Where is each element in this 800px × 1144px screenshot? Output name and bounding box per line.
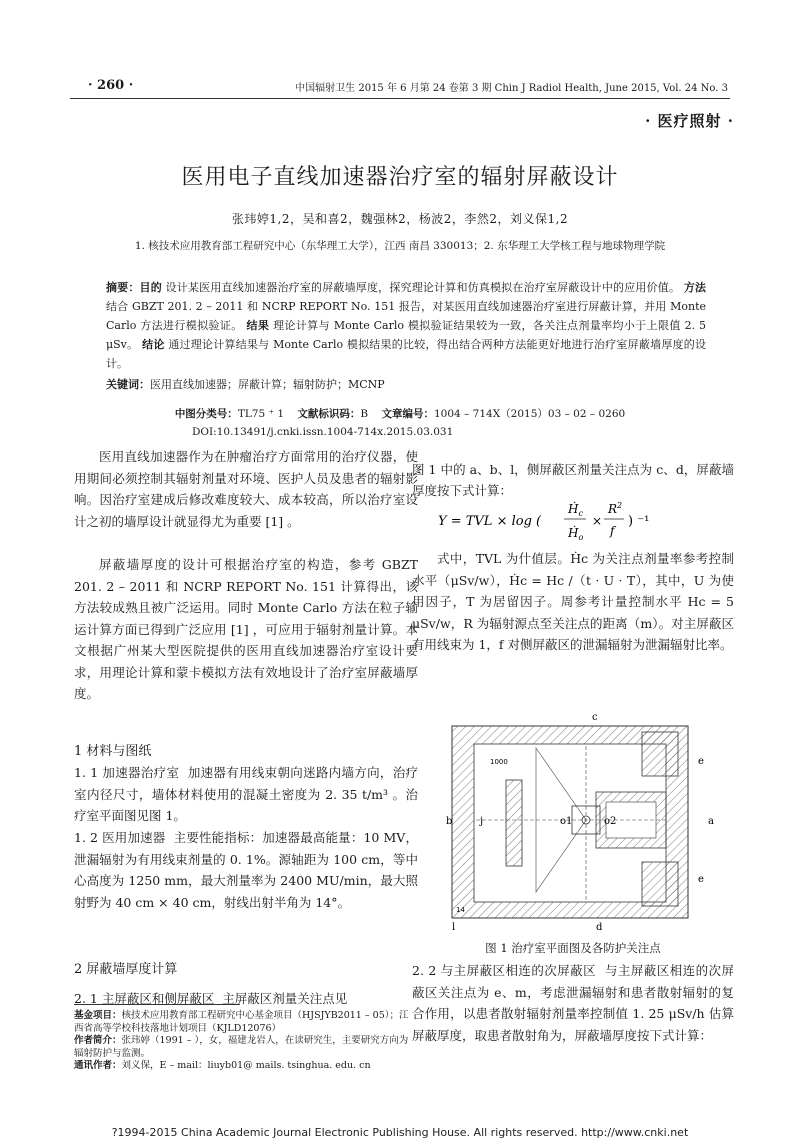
label-c: c bbox=[592, 712, 598, 723]
formula-r2: $R^2$ bbox=[608, 501, 623, 516]
keywords-label: 关键词： bbox=[106, 378, 150, 391]
section-tag: · 医疗照射 · bbox=[645, 112, 734, 130]
copyright-footer: ?1994-2015 China Academic Journal Electronic Publishing House. All rights reserved. http://www.cnki.net bbox=[111, 1126, 689, 1139]
subsection-1-2-label: 1. 2 医用加速器 bbox=[74, 830, 166, 845]
subsection-2-2-text: 与主屏蔽区相连的次屏蔽区关注点为 e、m，考虑泄漏辐射和患者散射辐射的复合作用，以患者散射辐射剂量率控制值 1. 25 μSv/h 估算屏蔽厚度，取患者散射角为，屏蔽墙厚度按下式计算： bbox=[412, 963, 734, 1043]
footnotes bbox=[74, 1010, 414, 1073]
subsection-1-1 bbox=[74, 762, 418, 827]
author-note-text: 张玮婷（1991 – ），女，福建龙岩人，在读研究生，主要研究方向为辐射防护与监测。 bbox=[74, 1035, 409, 1059]
abstract bbox=[106, 278, 706, 373]
authors: 张玮婷1,2，吴和喜2，魏强林2，杨波2，李然2，刘义保1,2 bbox=[231, 212, 569, 226]
keywords-text: 医用直线加速器；屏蔽计算；辐射防护；MCNP bbox=[150, 378, 385, 391]
abstract-methods-label: 方法 bbox=[683, 281, 707, 294]
label-o2: o2 bbox=[604, 816, 617, 827]
subsection-1-1-label: 1. 1 加速器治疗室 bbox=[74, 765, 180, 780]
section-heading-1: 1 材料与图纸 bbox=[74, 744, 152, 759]
figure-caption: 图 1 治疗室平面图及各防护关注点 bbox=[485, 941, 661, 955]
abstract-purpose: 设计某医用直线加速器治疗室的屏蔽墙厚度，探究理论计算和仿真模拟在治疗室屏蔽设计中的应用价值。 bbox=[165, 281, 681, 294]
abstract-label: 摘要：目的 bbox=[106, 281, 162, 294]
affiliation: 1. 核技术应用教育部工程研究中心（东华理工大学），江西 南昌 330013；2. 东华理工大学核工程与地球物理学院 bbox=[134, 240, 666, 252]
paper-title: 医用电子直线加速器治疗室的辐射屏蔽设计 bbox=[181, 165, 619, 190]
article-number-label: 文章编号： bbox=[381, 408, 434, 420]
author-note-label: 作者简介： bbox=[74, 1035, 122, 1046]
label-b: b bbox=[446, 816, 453, 827]
dimension-label: 1000 bbox=[490, 758, 508, 766]
formula-svg bbox=[430, 495, 730, 555]
subsection-2-1-text: 主屏蔽区剂量关注点见 bbox=[222, 991, 348, 1006]
subsection-2-1 bbox=[74, 988, 418, 1010]
page-number: · 260 · bbox=[88, 78, 134, 93]
abstract-conclusion: 通过理论计算结果与 Monte Carlo 模拟结果的比较，得出结合两种方法能更好地进行治疗室屏蔽墙厚度的设计。 bbox=[106, 338, 707, 370]
floor-plan-figure bbox=[446, 712, 726, 934]
formula-lhs: Y = TVL × log ( bbox=[438, 514, 542, 529]
doc-code-value: B bbox=[360, 408, 369, 420]
formula-times: × bbox=[592, 514, 603, 528]
formula-hc: Ḣ$_c$ bbox=[568, 502, 583, 518]
abstract-results-label: 结果 bbox=[246, 319, 270, 332]
classification bbox=[0, 406, 800, 421]
contact-note bbox=[74, 1060, 414, 1073]
abstract-methods: 结合 GBZT 201. 2 – 2011 和 NCRP REPORT No. 151 报告，对某医用直线加速器治疗室进行屏蔽计算，并用 Monte Carlo 方法进行模拟验证。 bbox=[106, 300, 706, 332]
header-rule bbox=[70, 98, 730, 99]
subsection-1-1-text: 加速器有用线束朝向迷路内墙方向，治疗室内径尺寸，墙体材料使用的混凝土密度为 2. 35 t/m³ 。治疗室平面图见图 1。 bbox=[74, 765, 418, 823]
section-heading-2: 2 屏蔽墙厚度计算 bbox=[74, 962, 178, 977]
label-d: d bbox=[596, 922, 603, 933]
contact-text: 刘义保，E – mail：liuyb01@ mails. tsinghua. edu. cn bbox=[121, 1060, 371, 1071]
shielding-formula bbox=[430, 495, 730, 555]
abstract-conclusion-label: 结论 bbox=[142, 338, 165, 351]
floor-plan-svg bbox=[446, 712, 726, 934]
keywords bbox=[106, 376, 706, 392]
footnote-rule bbox=[74, 1004, 240, 1005]
contact-label: 通讯作者： bbox=[74, 1060, 122, 1071]
maze-wall bbox=[506, 780, 522, 866]
formula-ho: Ḣ$_o$ bbox=[568, 526, 584, 542]
clc-label: 中图分类号： bbox=[174, 408, 238, 420]
subsection-2-1-label: 2. 1 主屏蔽区和侧屏蔽区 bbox=[74, 991, 215, 1006]
label-j: j bbox=[480, 816, 484, 827]
subsection-1-2 bbox=[74, 827, 418, 913]
right-paragraph-2: 式中，TVL 为什值层。Ḣc 为关注点剂量率参考控制水平（μSv/w），Ḣc = Hc /（t · U · T），其中，U 为使用因子，T 为居留因子。周参考计量控制水平 Hc = 5 μSv/w，R 为辐射源点至关注点的距离（m）。对主屏蔽区有用线束为 1，f 对侧屏蔽区的泄漏辐射为泄漏辐射比率。 bbox=[412, 551, 734, 652]
clc-value: TL75 ⁺ 1 bbox=[237, 408, 285, 420]
dimension-label-14: 14 bbox=[456, 906, 465, 914]
label-l: l bbox=[452, 922, 456, 933]
intro-paragraph-2: 屏蔽墙厚度的设计可根据治疗室的构造，参考 GBZT 201. 2 – 2011 和 NCRP REPORT No. 151 计算得出，该方法较成熟且被广泛运用。同时 Monte Carlo 方法在粒子输运计算方面已得到广泛应用 [1] ，可应用于辐射剂量计算。本文根据广州某大型医院提供的医用直线加速器治疗室设计要求，用理论计算和蒙卡模拟方法有效地设计了治疗室屏蔽墙厚度。 bbox=[74, 557, 418, 701]
label-e-top: e bbox=[698, 756, 704, 767]
abstract-results: 理论计算与 Monte Carlo 模拟验证结果较为一致，各关注点剂量率均小于上限值 2. 5 μSv。 bbox=[106, 319, 707, 351]
subsection-1-2-text: 主要性能指标：加速器最高能量：10 MV，泄漏辐射为有用线束剂量的 0. 1%。源轴距为 100 cm，等中心高度为 1250 mm，最大剂量率为 2400 MU/min，最大照射野为 40 cm × 40 cm，射线出射半角为 14°。 bbox=[74, 830, 418, 910]
fund-text: 核技术应用教育部工程研究中心基金项目（HJSJYB2011 – 05）；江西省高等学校科技落地计划项目（KJLD12076） bbox=[74, 1010, 409, 1034]
label-e-bottom: e bbox=[698, 874, 704, 885]
subsection-2-2-label: 2. 2 与主屏蔽区相连的次屏蔽区 bbox=[412, 963, 597, 978]
article-number-value: 1004 – 714X（2015）03 – 02 – 0260 bbox=[434, 408, 626, 420]
author-note bbox=[74, 1035, 414, 1060]
label-o1: o1 bbox=[560, 816, 573, 827]
right-paragraph-1: 图 1 中的 a、b、l，侧屏蔽区剂量关注点为 c、d，屏蔽墙厚度按下式计算： bbox=[412, 461, 734, 498]
formula-rhs: ) ⁻¹ bbox=[628, 514, 650, 529]
fund-note bbox=[74, 1010, 414, 1035]
formula-f: f bbox=[610, 524, 615, 538]
label-a: a bbox=[708, 816, 714, 827]
journal-header: 中国辐射卫生 2015 年 6 月第 24 卷第 3 期 Chin J Radiol Health, June 2015, Vol. 24 No. 3 bbox=[295, 83, 728, 94]
doi[interactable]: DOI:10.13491/j.cnki.issn.1004-714x.2015.03.031 bbox=[192, 426, 454, 438]
intro-paragraph-1: 医用直线加速器作为在肿瘤治疗方面常用的治疗仪器，使用期间必须控制其辐射剂量对环境、医护人员及患者的辐射影响。因治疗室建成后修改难度较大、成本较高，所以治疗室设计之初的墙厚设计就显得尤为重要 [1] 。 bbox=[74, 449, 418, 529]
primary-barrier-top bbox=[642, 732, 678, 776]
primary-barrier-bottom bbox=[642, 862, 678, 906]
subsection-2-2 bbox=[412, 960, 734, 1046]
doc-code-label: 文献标识码： bbox=[297, 408, 361, 420]
fund-label: 基金项目： bbox=[74, 1010, 122, 1021]
